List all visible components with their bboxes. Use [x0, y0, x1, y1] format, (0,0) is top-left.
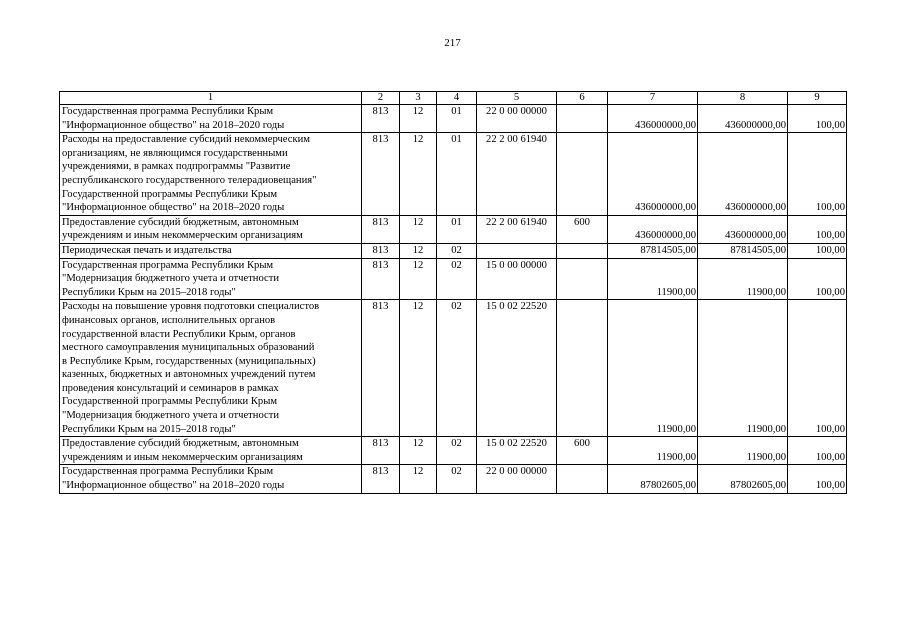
cell-col8: 436000000,00: [698, 133, 788, 216]
cell-col6: [557, 133, 608, 216]
cell-col6: 600: [557, 215, 608, 243]
header-cell: 5: [477, 92, 557, 105]
cell-col3: 12: [400, 300, 437, 437]
cell-col2: 813: [362, 215, 400, 243]
cell-col3: 12: [400, 215, 437, 243]
cell-col6: [557, 258, 608, 300]
row-description: Государственная программа Республики Крым "Информационное общество" на 2018–2020 годы: [60, 465, 362, 493]
row-description: Государственная программа Республики Крым "Информационное общество" на 2018–2020 годы: [60, 105, 362, 133]
cell-col4: 02: [437, 300, 477, 437]
table-row: [60, 243, 847, 258]
cell-col9: 100,00: [788, 243, 847, 258]
cell-col8: 11900,00: [698, 300, 788, 437]
cell-col7: 11900,00: [608, 300, 698, 437]
cell-col7: 87802605,00: [608, 465, 698, 493]
cell-col4: 02: [437, 243, 477, 258]
table-row: [60, 300, 847, 437]
header-cell: 7: [608, 92, 698, 105]
cell-col4: 01: [437, 105, 477, 133]
cell-col7: 87814505,00: [608, 243, 698, 258]
cell-col5: 15 0 02 22520: [477, 300, 557, 437]
cell-col2: 813: [362, 133, 400, 216]
table-row: [60, 105, 847, 133]
cell-col5: 15 0 02 22520: [477, 437, 557, 465]
cell-col6: [557, 243, 608, 258]
cell-col7: 11900,00: [608, 258, 698, 300]
cell-col8: 436000000,00: [698, 105, 788, 133]
cell-col4: 01: [437, 133, 477, 216]
cell-col5: 22 2 00 61940: [477, 133, 557, 216]
cell-col9: 100,00: [788, 133, 847, 216]
cell-col7: 436000000,00: [608, 133, 698, 216]
cell-col5: 22 0 00 00000: [477, 465, 557, 493]
cell-col3: 12: [400, 133, 437, 216]
cell-col2: 813: [362, 243, 400, 258]
row-description: Государственная программа Республики Крым "Модернизация бюджетного учета и отчетности Республики Крым на 2015–2018 годы": [60, 258, 362, 300]
cell-col8: 87802605,00: [698, 465, 788, 493]
cell-col9: 100,00: [788, 300, 847, 437]
cell-col2: 813: [362, 258, 400, 300]
table-row: [60, 215, 847, 243]
cell-col9: 100,00: [788, 215, 847, 243]
row-description: Расходы на повышение уровня подготовки специалистов финансовых органов, исполнительных органов государственной власти Республики Крым, органов местного самоуправления муниципальных образований в Республике Крым, государственных (муниципальных) казенных, бюджетных и автономных учреждений путем проведения консультаций и семинаров в рамках Государственной программы Республики Крым "Модернизация бюджетного учета и отчетности Республики Крым на 2015–2018 годы": [60, 300, 362, 437]
row-description: Периодическая печать и издательства: [60, 243, 362, 258]
table-header-row: [60, 92, 847, 105]
cell-col4: 01: [437, 215, 477, 243]
row-description: Предоставление субсидий бюджетным, автономным учреждениям и иным некоммерческим организациям: [60, 215, 362, 243]
cell-col9: 100,00: [788, 258, 847, 300]
cell-col9: 100,00: [788, 465, 847, 493]
table-row: [60, 133, 847, 216]
cell-col4: 02: [437, 258, 477, 300]
cell-col5: 22 2 00 61940: [477, 215, 557, 243]
header-cell: 8: [698, 92, 788, 105]
cell-col8: 11900,00: [698, 437, 788, 465]
cell-col8: 436000000,00: [698, 215, 788, 243]
cell-col4: 02: [437, 437, 477, 465]
cell-col6: [557, 300, 608, 437]
cell-col7: 436000000,00: [608, 215, 698, 243]
header-cell: 3: [400, 92, 437, 105]
cell-col8: 11900,00: [698, 258, 788, 300]
cell-col5: 22 0 00 00000: [477, 105, 557, 133]
header-cell: 9: [788, 92, 847, 105]
page-number: 217: [444, 37, 461, 49]
cell-col2: 813: [362, 105, 400, 133]
cell-col2: 813: [362, 465, 400, 493]
cell-col6: [557, 465, 608, 493]
table-row: [60, 465, 847, 493]
header-cell: 6: [557, 92, 608, 105]
budget-table: [59, 91, 847, 494]
row-description: Предоставление субсидий бюджетным, автономным учреждениям и иным некоммерческим организациям: [60, 437, 362, 465]
table-row: [60, 437, 847, 465]
table-row: [60, 258, 847, 300]
cell-col2: 813: [362, 300, 400, 437]
cell-col3: 12: [400, 105, 437, 133]
cell-col7: 11900,00: [608, 437, 698, 465]
cell-col4: 02: [437, 465, 477, 493]
cell-col3: 12: [400, 465, 437, 493]
cell-col5: 15 0 00 00000: [477, 258, 557, 300]
cell-col8: 87814505,00: [698, 243, 788, 258]
cell-col3: 12: [400, 243, 437, 258]
cell-col9: 100,00: [788, 437, 847, 465]
cell-col3: 12: [400, 437, 437, 465]
header-cell: 4: [437, 92, 477, 105]
cell-col7: 436000000,00: [608, 105, 698, 133]
cell-col2: 813: [362, 437, 400, 465]
cell-col6: 600: [557, 437, 608, 465]
cell-col6: [557, 105, 608, 133]
header-cell: 2: [362, 92, 400, 105]
row-description: Расходы на предоставление субсидий некоммерческим организациям, не являющимся государственными учреждениями, в рамках подпрограммы "Развитие республиканского государственного телерадиовещания" Государственной программы Республики Крым "Информационное общество" на 2018–2020 годы: [60, 133, 362, 216]
header-cell: 1: [60, 92, 362, 105]
cell-col9: 100,00: [788, 105, 847, 133]
cell-col3: 12: [400, 258, 437, 300]
cell-col5: [477, 243, 557, 258]
